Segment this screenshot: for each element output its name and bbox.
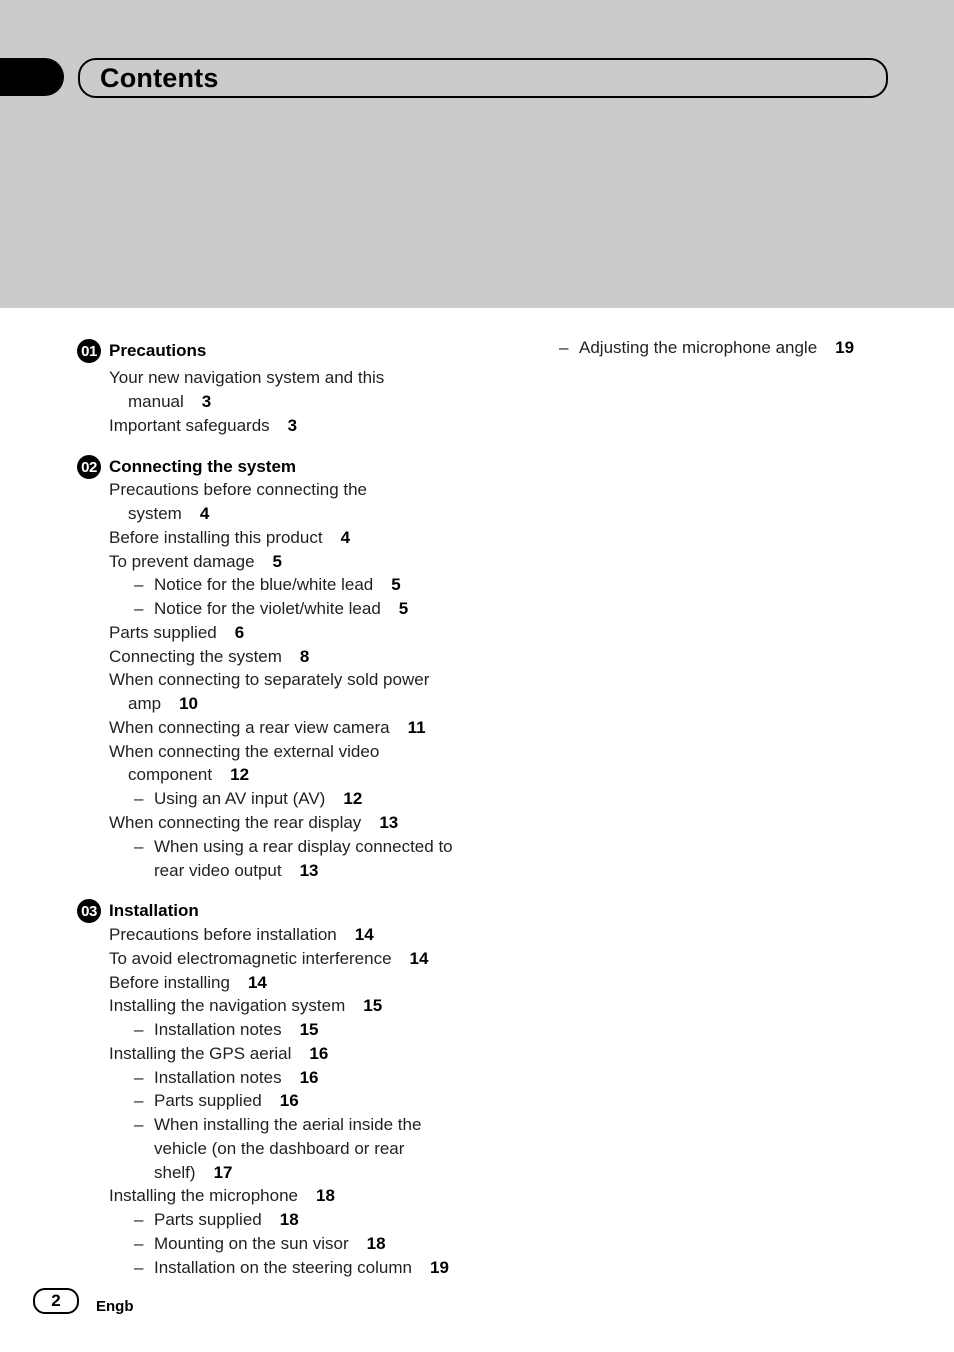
toc-subentry[interactable]: [134, 1089, 299, 1113]
toc-entry-text: Installation notes: [154, 1068, 282, 1087]
dash-marker: –: [134, 1234, 144, 1253]
toc-entry[interactable]: [109, 923, 374, 947]
toc-entry[interactable]: [109, 1184, 335, 1208]
toc-entry-text: Before installing this product: [109, 528, 323, 547]
toc-entry[interactable]: [128, 763, 249, 787]
page-number: 2: [33, 1288, 79, 1314]
toc-entry[interactable]: [109, 645, 309, 669]
toc-subentry[interactable]: [154, 1161, 233, 1185]
toc-page-number: 5: [272, 552, 283, 571]
dash-marker: –: [134, 575, 144, 594]
toc-subentry[interactable]: [134, 1113, 421, 1137]
header-band: [0, 0, 954, 308]
toc-entry[interactable]: [128, 502, 209, 526]
dash-marker: –: [134, 1258, 144, 1277]
toc-page-number: 16: [299, 1068, 319, 1087]
toc-page-number: 5: [398, 599, 409, 618]
toc-page-number: 14: [409, 949, 429, 968]
toc-page-number: 8: [299, 647, 310, 666]
toc-entry-text: When connecting the rear display: [109, 813, 362, 832]
dash-marker: –: [134, 1210, 144, 1229]
toc-entry-text: Adjusting the microphone angle: [579, 338, 818, 357]
toc-page-number: 3: [287, 416, 298, 435]
toc-entry-text: Important safeguards: [109, 416, 270, 435]
toc-page-number: 13: [299, 861, 319, 880]
toc-entry-text: Parts supplied: [109, 623, 217, 642]
page-title: Contents: [100, 63, 219, 93]
section-number-badge: 01: [77, 339, 101, 363]
toc-entry-text: Precautions before connecting the: [109, 480, 368, 499]
toc-page-number: 16: [279, 1091, 299, 1110]
toc-page-number: 17: [213, 1163, 233, 1182]
section-title: Precautions: [109, 341, 207, 360]
section-03-heading[interactable]: [77, 898, 199, 924]
toc-page-number: 18: [279, 1210, 299, 1229]
toc-entry-text: Installation notes: [154, 1020, 282, 1039]
toc-entry-text: To prevent damage: [109, 552, 255, 571]
toc-page-number: 15: [363, 996, 383, 1015]
toc-entry[interactable]: [109, 478, 367, 502]
toc-page-number: 12: [343, 789, 363, 808]
toc-entry-text: manual: [128, 392, 184, 411]
toc-subentry[interactable]: [134, 835, 453, 859]
dash-marker: –: [134, 1068, 144, 1087]
toc-entry[interactable]: [109, 1042, 328, 1066]
toc-entry-text: Your new navigation system and this: [109, 368, 385, 387]
section-01-heading[interactable]: [77, 338, 206, 364]
toc-subentry[interactable]: [134, 1066, 319, 1090]
toc-entry-text: Notice for the blue/white lead: [154, 575, 374, 594]
toc-page-number: 16: [309, 1044, 329, 1063]
toc-page-number: 10: [179, 694, 198, 713]
toc-page-number: 14: [354, 925, 374, 944]
toc-entry[interactable]: [109, 366, 384, 390]
toc-entry-text: Mounting on the sun visor: [154, 1234, 349, 1253]
dash-marker: –: [134, 837, 144, 856]
toc-subentry[interactable]: [134, 597, 408, 621]
toc-entry-text: When using a rear display connected to: [154, 837, 453, 856]
toc-page-number: 14: [247, 973, 267, 992]
toc-page-number: 19: [835, 338, 855, 357]
toc-entry[interactable]: [109, 526, 350, 550]
section-02-heading[interactable]: [77, 454, 296, 480]
toc-page-number: 18: [366, 1234, 386, 1253]
toc-page-number: 15: [299, 1020, 319, 1039]
toc-entry[interactable]: [109, 716, 426, 740]
toc-entry-text: rear video output: [154, 861, 282, 880]
section-title: Connecting the system: [109, 457, 297, 476]
toc-page-number: 5: [391, 575, 401, 594]
toc-entry[interactable]: [109, 971, 267, 995]
toc-page-number: 13: [379, 813, 399, 832]
toc-entry-text: component: [128, 765, 213, 784]
toc-subentry[interactable]: [134, 1208, 299, 1232]
toc-entry-text: When connecting the external video: [109, 742, 380, 761]
toc-entry[interactable]: [109, 811, 398, 835]
toc-entry[interactable]: [109, 414, 297, 438]
toc-entry-text: Precautions before installation: [109, 925, 337, 944]
section-number-badge: 02: [77, 455, 101, 479]
toc-entry-text: Connecting the system: [109, 647, 282, 666]
toc-entry-text: When installing the aerial inside the: [154, 1115, 422, 1134]
toc-entry[interactable]: [128, 390, 211, 414]
dash-marker: –: [559, 338, 569, 357]
toc-entry-text: Installation on the steering column: [154, 1258, 412, 1277]
toc-entry-text: Parts supplied: [154, 1091, 262, 1110]
toc-entry-text: When connecting a rear view camera: [109, 718, 390, 737]
toc-entry[interactable]: [128, 692, 198, 716]
toc-entry-text: Using an AV input (AV): [154, 789, 326, 808]
dash-marker: –: [134, 789, 144, 808]
toc-page-number: 4: [340, 528, 351, 547]
toc-subentry[interactable]: [154, 859, 319, 883]
toc-entry-text: When connecting to separately sold power: [109, 670, 430, 689]
toc-entry-text: Installing the GPS aerial: [109, 1044, 292, 1063]
toc-subentry[interactable]: [559, 336, 854, 360]
toc-page-number: 12: [230, 765, 250, 784]
toc-entry-text: To avoid electromagnetic interference: [109, 949, 392, 968]
title-box: [78, 58, 888, 98]
toc-entry-text: vehicle (on the dashboard or rear: [154, 1139, 405, 1158]
toc-page-number: 3: [201, 392, 212, 411]
dash-marker: –: [134, 1020, 144, 1039]
toc-page-number: 6: [234, 623, 245, 642]
toc-entry[interactable]: [109, 994, 382, 1018]
language-code: Engb: [96, 1298, 134, 1315]
dash-marker: –: [134, 1091, 144, 1110]
toc-entry-text: Installing the navigation system: [109, 996, 346, 1015]
toc-page-number: 18: [316, 1186, 335, 1205]
toc-entry[interactable]: [109, 668, 429, 692]
toc-entry[interactable]: [109, 550, 282, 574]
toc-subentry[interactable]: [134, 1018, 319, 1042]
toc-entry-text: Parts supplied: [154, 1210, 262, 1229]
toc-entry-text: amp: [128, 694, 162, 713]
toc-entry-text: system: [128, 504, 182, 523]
section-tab: [0, 58, 64, 96]
toc-subentry[interactable]: [134, 1256, 449, 1280]
toc-page-number: 19: [430, 1258, 449, 1277]
toc-entry[interactable]: [109, 740, 379, 764]
dash-marker: –: [134, 599, 144, 618]
dash-marker: –: [134, 1115, 144, 1134]
toc-entry-text: Notice for the violet/white lead: [154, 599, 381, 618]
toc-entry[interactable]: [109, 621, 244, 645]
toc-entry-text: Before installing: [109, 973, 230, 992]
toc-subentry[interactable]: [134, 573, 401, 597]
toc-page-number: 11: [407, 718, 426, 737]
section-number-badge: 03: [77, 899, 101, 923]
toc-entry-text: shelf): [154, 1163, 196, 1182]
section-title: Installation: [109, 901, 199, 920]
toc-page-number: 4: [199, 504, 210, 523]
toc-subentry[interactable]: [134, 1232, 386, 1256]
toc-subentry[interactable]: [134, 787, 362, 811]
toc-entry[interactable]: [109, 947, 428, 971]
toc-entry-text: Installing the microphone: [109, 1186, 299, 1205]
toc-subentry[interactable]: [154, 1137, 404, 1161]
